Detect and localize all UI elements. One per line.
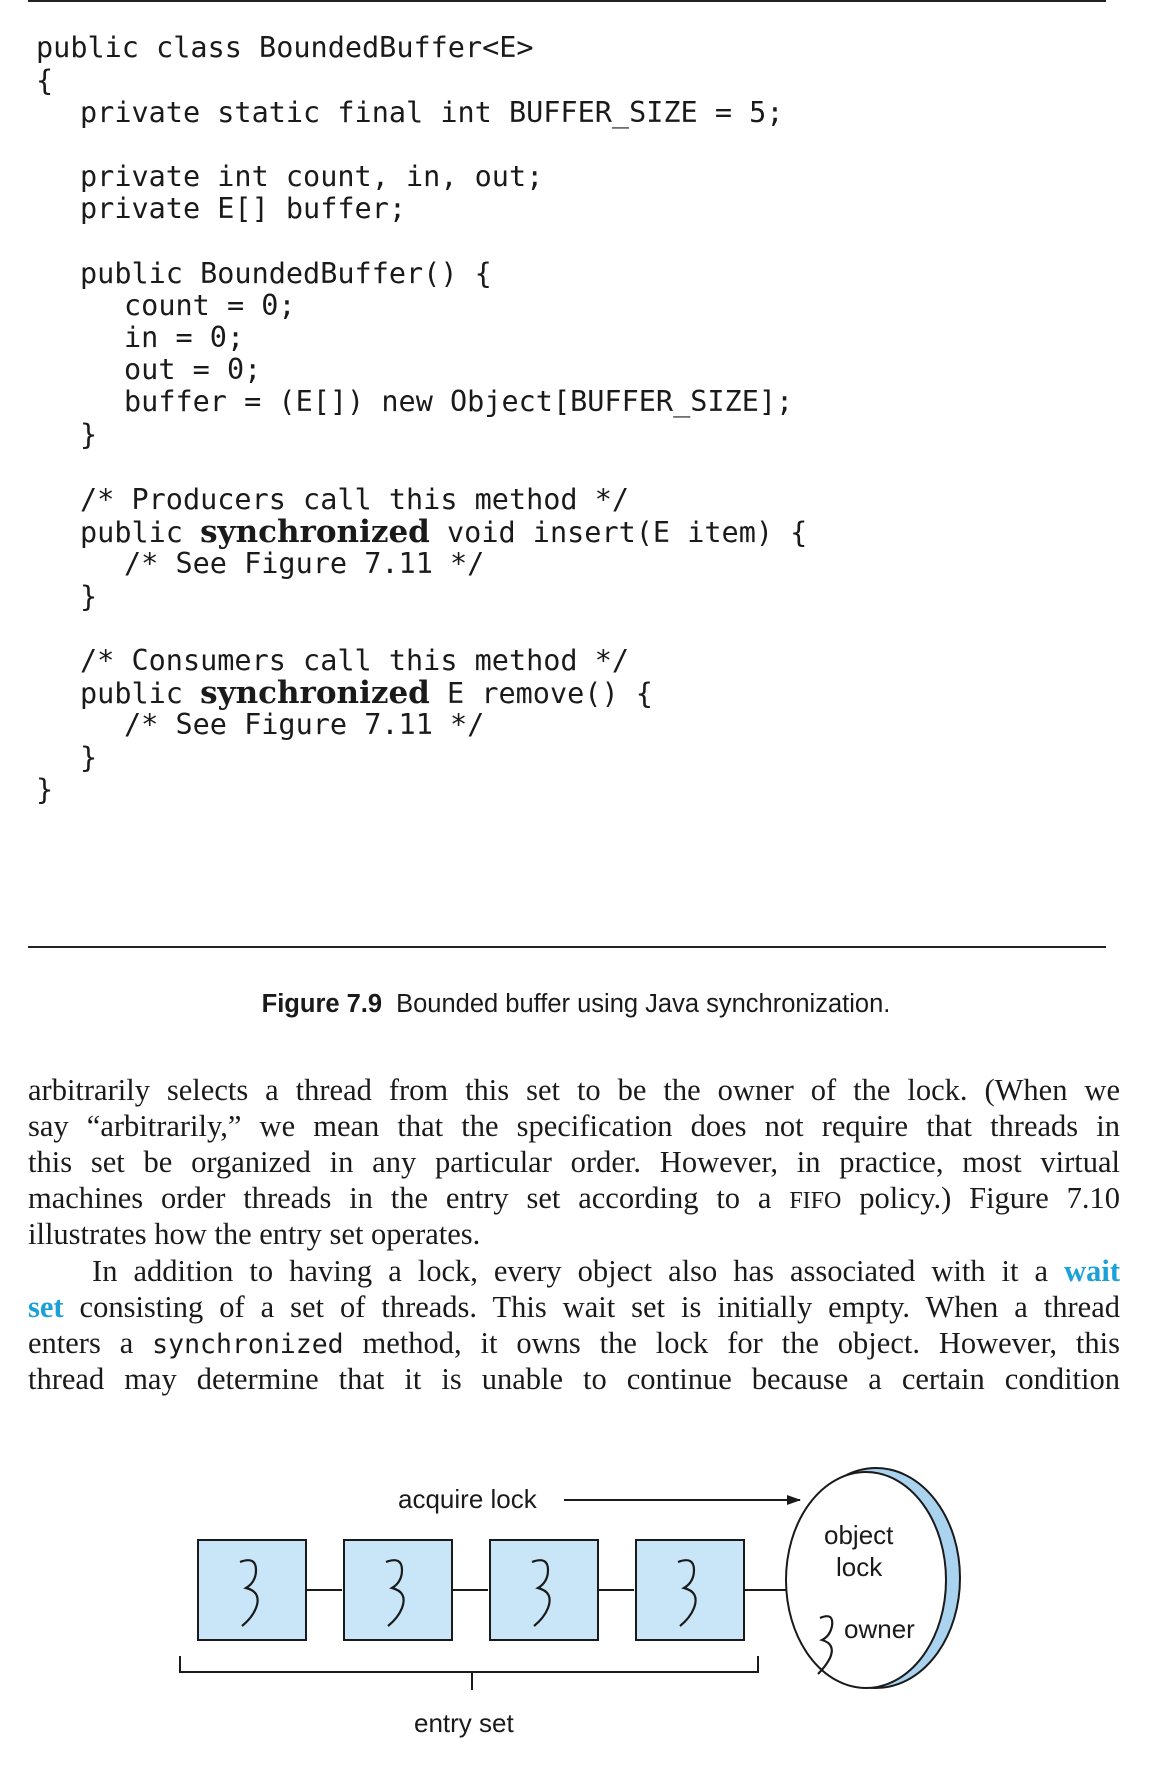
body-text: method, it owns the lock for the object. However, this (343, 1326, 1120, 1360)
code-line: /* See Figure 7.11 */ (124, 547, 485, 580)
code-line: { (36, 64, 54, 97)
body-text: In addition to having a lock, every object also has associated with it a (28, 1254, 1065, 1288)
code-line: public BoundedBuffer() { (80, 257, 492, 290)
lock-label: lock (836, 1552, 883, 1582)
body-text: machines order threads in the entry set according to a (28, 1181, 790, 1215)
body-line (28, 1180, 1120, 1219)
body-line: arbitrarily selects a thread from this set to be the owner of the lock. (When we (28, 1073, 1120, 1107)
code-line: /* Producers call this method */ (80, 483, 630, 516)
body-line: illustrates how the entry set operates. (28, 1217, 481, 1251)
body-text: policy.) Figure 7.10 (841, 1181, 1120, 1215)
owner-label: owner (844, 1614, 915, 1644)
code-line: out = 0; (124, 353, 262, 386)
body-line: say “arbitrarily,” we mean that the specification does not require that threads in (28, 1109, 1120, 1143)
code-line: } (80, 741, 98, 774)
code-line: private int count, in, out; (80, 160, 544, 193)
code-line: private E[] buffer; (80, 192, 407, 225)
object-label: object (824, 1520, 894, 1550)
body-line (28, 1289, 1120, 1325)
keyword-synchronized: synchronized (200, 675, 430, 711)
entry-set-label: entry set (414, 1708, 514, 1738)
bottom-rule (28, 946, 1106, 948)
code-synchronized: synchronized (152, 1329, 344, 1360)
acquire-lock-label: acquire lock (398, 1484, 537, 1514)
code-token: public (80, 516, 201, 549)
caption-text: Bounded buffer using Java synchronization. (396, 990, 891, 1018)
code-line: buffer = (E[]) new Object[BUFFER_SIZE]; (124, 385, 794, 418)
body-text: consisting of a set of threads. This wait set is initially empty. When a thread (63, 1290, 1120, 1324)
keyword-synchronized: synchronized (200, 514, 430, 550)
code-line: /* Consumers call this method */ (80, 644, 630, 677)
body-line (28, 1325, 1120, 1363)
code-token: public (80, 677, 201, 710)
code-line: } (36, 773, 54, 806)
code-token: void insert(E item) { (429, 516, 808, 549)
code-line: private static final int BUFFER_SIZE = 5; (80, 96, 784, 129)
code-line: count = 0; (124, 289, 296, 322)
code-line: } (80, 418, 98, 451)
figure-caption (0, 990, 1152, 1019)
code-line: in = 0; (124, 321, 245, 354)
code-token: E remove() { (429, 677, 653, 710)
entry-set-diagram (0, 1460, 1152, 1770)
code-line: public class BoundedBuffer<E> (36, 31, 534, 64)
caption-label: Figure 7.9 (261, 990, 383, 1018)
top-rule (28, 0, 1106, 2)
body-line (28, 1253, 1120, 1289)
body-line: this set be organized in any particular order. However, in practice, most virtual (28, 1145, 1120, 1179)
body-line: thread may determine that it is unable to continue because a certain condition (28, 1362, 1120, 1396)
term-set: set (28, 1290, 64, 1324)
acronym-fifo: FIFO (789, 1188, 842, 1214)
term-wait: wait (1064, 1254, 1120, 1288)
entry-set-bracket (180, 1656, 758, 1672)
entry-set-svg (0, 1460, 1152, 1770)
code-line: } (80, 580, 98, 613)
code-line: /* See Figure 7.11 */ (124, 708, 485, 741)
body-text: enters a (28, 1326, 153, 1360)
